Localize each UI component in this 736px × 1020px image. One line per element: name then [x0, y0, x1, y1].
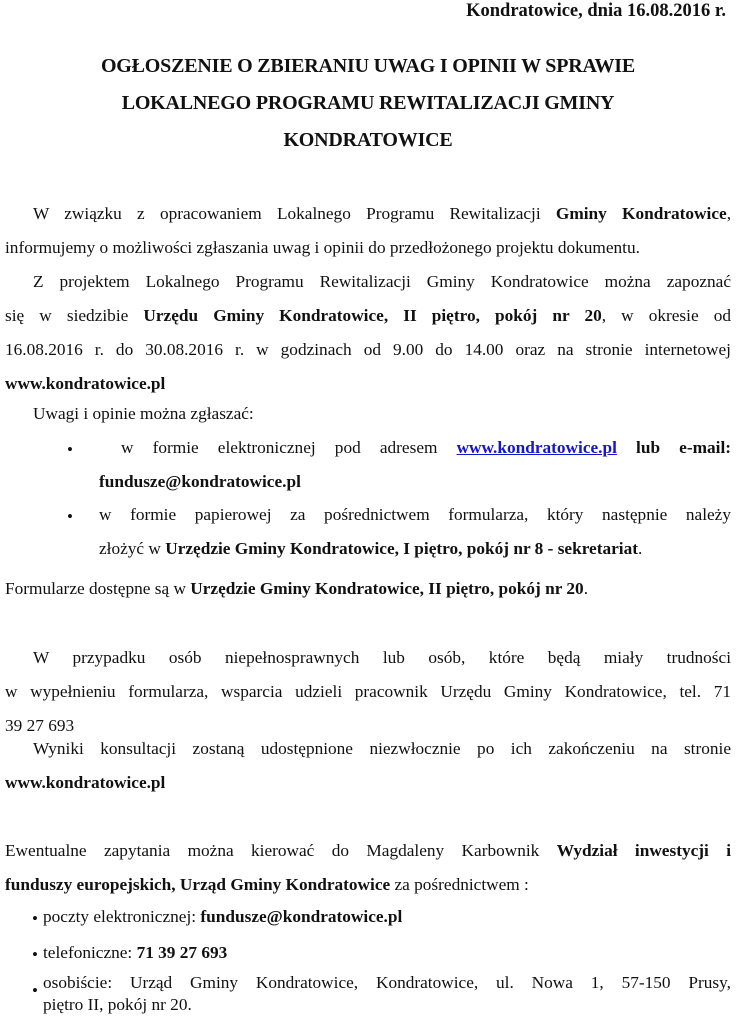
- text: poczty elektronicznej:: [43, 907, 201, 926]
- text: za pośrednictwem :: [390, 875, 529, 894]
- announcement-title: [0, 48, 736, 159]
- text: w formie elektronicznej pod adresem: [121, 438, 457, 457]
- website-text: www.kondratowice.pl: [5, 374, 166, 393]
- text: Z projektem Lokalnego Programu Rewitalizacji Gminy Kondratowice można zapoznać: [33, 272, 731, 291]
- email-text: fundusze@kondratowice.pl: [99, 472, 301, 491]
- email-text: fundusze@kondratowice.pl: [200, 907, 403, 926]
- contact-phone-item: [43, 936, 731, 970]
- bullet-icon: •: [67, 507, 73, 526]
- contact-email-item: [43, 900, 731, 934]
- bullet-icon: •: [32, 909, 38, 928]
- text: .: [583, 579, 589, 598]
- text: złożyć w: [99, 539, 166, 558]
- office-location: Urzędzie Gminy Kondratowice, II piętro, pokój nr 20: [190, 579, 584, 598]
- text: w wypełnieniu formularza, wsparcia udzieli pracownik Urzędu Gminy Kondratowice, tel. 71: [5, 682, 731, 701]
- text: informujemy o możliwości zgłaszania uwag i opinii do przedłożonego projektu dokumentu.: [5, 238, 640, 257]
- phone-number: 71 39 27 693: [136, 943, 228, 962]
- text: Wyniki konsultacji zostaną udostępnione niezwłocznie po ich zakończeniu na stronie: [33, 739, 731, 758]
- results-paragraph: [5, 732, 731, 800]
- text: lub e-mail:: [616, 438, 732, 457]
- contact-paragraph: [5, 834, 731, 902]
- date-line: Kondratowice, dnia 16.08.2016 r.: [466, 1, 726, 21]
- text: osobiście: Urząd Gminy Kondratowice, Kondratowice, ul. Nowa 1, 57-150 Prusy,: [43, 973, 731, 992]
- text: W przypadku osób niepełnosprawnych lub osób, które będą miały trudności: [33, 648, 731, 667]
- bullet-icon: •: [32, 945, 38, 964]
- text: , w okresie od: [601, 306, 732, 325]
- bullet-icon: •: [32, 981, 38, 1000]
- comments-intro: [5, 397, 731, 431]
- text: w formie papierowej za pośrednictwem formularza, który następnie należy: [99, 505, 731, 524]
- text: 16.08.2016 r. do 30.08.2016 r. w godzinach od 9.00 do 14.00 oraz na stronie internetowej: [5, 340, 731, 359]
- text: ,: [726, 204, 732, 223]
- intro-paragraph: [5, 197, 731, 265]
- office-location: Urzędu Gminy Kondratowice, II piętro, pokój nr 20: [143, 306, 602, 325]
- website-link[interactable]: www.kondratowice.pl: [456, 438, 617, 457]
- department-name: Wydział inwestycji i: [556, 841, 732, 860]
- office-location: Urzędzie Gminy Kondratowice, I piętro, pokój nr 8 - sekretariat: [165, 539, 638, 558]
- text: .: [638, 539, 643, 558]
- text: 39 27 693: [5, 716, 75, 735]
- text: Uwagi i opinie można zgłaszać:: [33, 404, 254, 423]
- text: piętro II, pokój nr 20.: [43, 995, 192, 1014]
- contact-in-person-item: [43, 972, 731, 1016]
- text: telefoniczne:: [43, 943, 137, 962]
- access-paragraph: [5, 265, 731, 401]
- bullet-item-electronic: [99, 431, 731, 499]
- bullet-item-paper: [99, 498, 731, 566]
- forms-availability: [5, 572, 731, 606]
- disability-paragraph: [5, 641, 731, 743]
- bullet-icon: •: [67, 440, 73, 459]
- text: się w siedzibie: [5, 306, 144, 325]
- department-name: funduszy europejskich, Urząd Gminy Kondratowice: [5, 875, 391, 894]
- text: Formularze dostępne są w: [5, 579, 191, 598]
- title-line: OGŁOSZENIE O ZBIERANIU UWAG I OPINII W SPRAWIE: [100, 55, 636, 77]
- text: Ewentualne zapytania można kierować do Magdaleny Karbownik: [5, 841, 557, 860]
- website-text: www.kondratowice.pl: [5, 773, 166, 792]
- title-line: LOKALNEGO PROGRAMU REWITALIZACJI GMINY: [121, 92, 615, 114]
- gmina-name: Gminy Kondratowice: [555, 204, 727, 223]
- title-line: KONDRATOWICE: [283, 129, 453, 151]
- text: W związku z opracowaniem Lokalnego Programu Rewitalizacji: [33, 204, 556, 223]
